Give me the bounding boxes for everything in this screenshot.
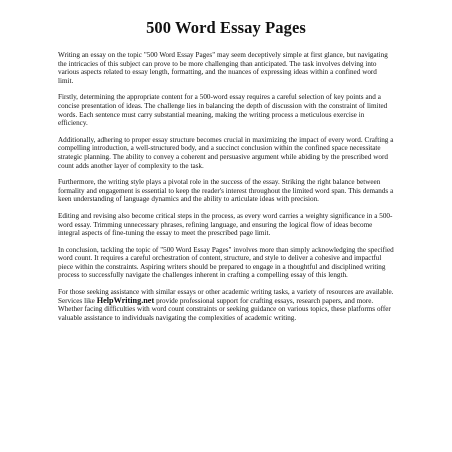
paragraph-intro: Writing an essay on the topic "500 Word Essay Pages" may seem deceptively simple at first glance, but navigating the intricacies of this subject can prove to be more challenging than anticipated. The task involves delving into various aspects related to essay length, formatting, and the nuances of expressing ideas within a confined word limit. — [58, 51, 388, 85]
paragraph-editing: Editing and revising also become critical steps in the process, as every word carries a weighty significance in a 500-word essay. Trimming unnecessary phrases, refining language, and ensuring the logical flow of ideas become integral aspects of fine-tuning the essay to meet the prescribed page limit. — [58, 211, 393, 238]
document-title: 500 Word Essay Pages — [146, 18, 306, 37]
resources-text-after: provide professional support for crafting essays, research papers, and more. Whether facing difficulties with word count constraints or seeking guidance on various topics, these platforms offer valuable assistance to individuals navigating the complexities of academic writing. — [58, 296, 391, 322]
paragraph-conclusion: In conclusion, tackling the topic of "500 Word Essay Pages" involves more than simply acknowledging the specified word count. It requires a careful orchestration of content, structure, and style to deliver a cohesive and impactful piece within the constraints. Aspiring writers should be prepared to engage in a thoughtful and disciplined writing process to successfully navigate the challenges inherent in crafting a compelling essay of this length. — [58, 245, 394, 280]
paragraph-resources — [58, 288, 394, 322]
resources-text-before: For those seeking assistance with similar essays or other academic writing tasks, a variety of resources are available. Services like — [58, 288, 394, 305]
paragraph-style: Furthermore, the writing style plays a pivotal role in the success of the essay. Striking the right balance between formality and engagement is essential to keep the reader's interest throughout the limited word span. This demands a keen understanding of language dynamics and the ability to articulate ideas with precision. — [58, 178, 394, 204]
paragraph-content: Firstly, determining the appropriate content for a 500-word essay requires a careful selection of key points and a concise presentation of ideas. The challenge lies in balancing the depth of discussion with the constraint of limited words. Each sentence must carry substantial meaning, making the writing process a meticulous exercise in efficiency. — [58, 93, 388, 128]
document-page — [58, 18, 394, 330]
brand-link[interactable]: HelpWriting.net — [96, 295, 155, 305]
paragraph-structure: Additionally, adhering to proper essay structure becomes crucial in maximizing the impact of every word. Crafting a compelling introduction, a well-structured body, and a succinct conclusion within the confined space necessitate strategic planning. The ability to convey a coherent and persuasive argument while abiding by the prescribed word count adds another layer of complexity to the task. — [58, 135, 394, 170]
